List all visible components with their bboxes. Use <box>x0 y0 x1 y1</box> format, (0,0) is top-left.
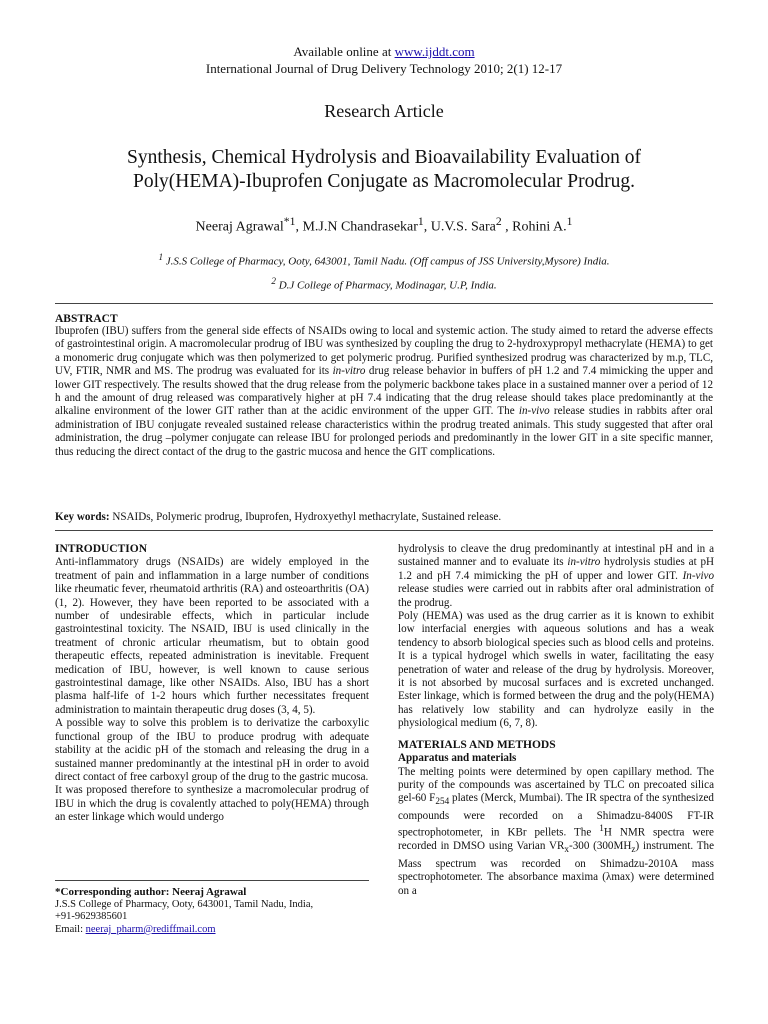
author-name: Neeraj Agrawal <box>195 219 284 235</box>
left-column <box>55 543 369 825</box>
author-affiliation-mark: *1 <box>283 215 296 228</box>
footnote-email-line <box>55 924 369 937</box>
availability-line <box>0 44 768 60</box>
keywords-text: NSAIDs, Polymeric prodrug, Ibuprofen, Hydroxyethyl methacrylate, Sustained release. <box>109 511 502 523</box>
abstract-top-rule <box>55 303 713 304</box>
body-text: hydrolysis studies at pH 1.2 and pH 7.4 mimicking the pH of upper and lower GIT. <box>398 556 715 582</box>
poly-hema-paragraph: Poly (HEMA) was used as the drug carrier as it is known to exhibit low interfacial energies with aqueous solutions and has a weak tendency to absorb biological species such as blood cells and proteins. It is a typical hydrogel which swells in water, facilitating the easy penetration of water and release of the drug by hydrolysis. Moreover, it is not absorbed by mucosal surfaces and is excreted unchanged. Ester linkage, which is formed between the drug and the poly(HEMA) has relatively low stability and can hydrolyze easily in the physiological medium (6, 7, 8). <box>398 610 714 730</box>
email-label: Email: <box>55 923 86 935</box>
intro-continuation <box>398 543 714 610</box>
affiliation-text: J.S.S College of Pharmacy, Ooty, 643001, Tamil Nadu. (Off campus of JSS University,Mysore) India. <box>163 255 610 268</box>
abstract-text: drug release behavior in buffers of pH 1.2 and 7.4 mimicking the upper and lower GIT respectively. The results showed that the drug release from the polymeric backbone takes place in a sustained manner over a period of 12 h and the amount of drug released was comparatively higher at pH 7.4 indicating that the drug release should takes place predominantly at the alkaline environment of the lower GIT rather than at the acidic environment of the upper GIT. The <box>55 365 713 418</box>
abstract-body <box>55 325 713 459</box>
affiliation-mark: 2 <box>271 276 276 286</box>
intro-paragraph-3: It was proposed therefore to synthesize a macromolecular prodrug of IBU in which the drug is covalently attached to poly(HEMA) through an ester linkage which would undergo <box>55 784 369 824</box>
body-text: plates (Merck, Mumbai). The IR spectra of the synthesized compounds were recorded on a Shimadzu-8400S FT-IR spectrophotometer, in KBr pellets. The <box>398 792 714 840</box>
subscript: z <box>631 845 636 856</box>
article-title <box>60 146 708 194</box>
abstract-text: release studies in rabbits after oral administration of IBU conjugate revealed sustained release characteristics within the prodrug treated animals. This study suggested that after oral administration, the drug –polymer conjugate can release IBU for prolonged periods and predominantly in the lower GIT in a site specific manner, thus reducing the direct contact of the drug to the gastric mucosa and hence the GIT complications. <box>55 405 714 458</box>
italic-term: in-vitro <box>567 556 601 569</box>
intro-paragraph-2: A possible way to solve this problem is to derivatize the carboxylic functional group of the IBU to produce prodrug with adequate stability at the acidic pH of the stomach and releasing the drug in a sustained manner predominantly at the intestinal pH in order to avoid direct contact of free carboxyl group of the drug to the gastric mucosa. <box>55 717 369 783</box>
section-spacer <box>398 731 714 739</box>
journal-website-link[interactable]: www.ijddt.com <box>394 44 475 59</box>
subscript: 254 <box>435 797 450 808</box>
author-name: U.V.S. Sara <box>430 219 496 235</box>
author-name: M.J.N Chandrasekar <box>302 219 418 235</box>
author-name: Rohini A. <box>512 219 567 235</box>
email-link[interactable]: neeraj_pharm@rediffmail.com <box>85 923 216 935</box>
introduction-heading: INTRODUCTION <box>55 543 148 555</box>
title-line-1: Synthesis, Chemical Hydrolysis and Bioavailability Evaluation of <box>127 147 641 168</box>
keywords <box>55 511 713 524</box>
methods-heading: MATERIALS AND METHODS <box>398 738 556 751</box>
right-column <box>398 543 714 898</box>
intro-paragraph-1: Anti-inflammatory drugs (NSAIDs) are widely employed in the treatment of pain and inflammation in a large number of conditions like rheumatic fever, rheumatoid arthritis (RA) and osteoarthritis (OA)(1, 2). However, they have been reported to be associated with a number of undesirable effects, which in particular include gastrointestinal toxicity. The NSAID, IBU is used clinically in the treatment of chronic articular rheumatism, but to obtain good therapeutic effects, repeated administration is inevitable. Frequent medication of IBU, however, is well known to cause serious gastrointestinal damage, like other NSAIDs. Also, IBU has a short plasma half-life of 1-2 hours which further necessitates frequent administration to maintain therapeutic drug doses (3, 4, 5). <box>55 556 369 716</box>
superscript: 1 <box>599 824 604 835</box>
apparatus-heading: Apparatus and materials <box>398 752 517 765</box>
footnote-heading: *Corresponding author: Neeraj Agrawal <box>55 886 247 898</box>
abstract-text: Ibuprofen (IBU) suffers from the general side effects of NSAIDs owing to local and systemic action. The study aimed to retard the adverse effects of gastrointestinal origin. A macromolecular prodrug of IBU was synthesized by coupling the drug to 2-hydroxypropyl methacrylate (HEMA) to get a monomeric drug conjugate which was then polymerized to get polymeric prodrug. Purified synthesized prodrug was characterized by m.p, TLC, UV, FTIR, NMR and MS. The prodrug was evaluated for its <box>55 325 713 378</box>
author-affiliation-mark: 2 <box>495 215 502 228</box>
body-text: ) instrument. The Mass spectrum was recorded on Shimadzu-2010A mass spectrophotometer. The absorbance maxima (λmax) were determined on a <box>398 840 714 897</box>
author-list: Neeraj Agrawal$^{*1}$, M.J.N Chandrasekar$^1$, U.V.S. Sara$^2$ , Rohini A.$^1$ <box>195 215 573 235</box>
abstract-italic-term: in-vitro <box>332 365 366 378</box>
availability-prefix: Available online at <box>293 44 395 59</box>
journal-citation: International Journal of Drug Delivery Technology 2010; 2(1) 12-17 <box>205 61 563 76</box>
corresponding-author-footnote <box>55 886 369 936</box>
affiliation-text: D.J College of Pharmacy, Modinagar, U.P, India. <box>275 279 497 292</box>
affiliation-2 <box>0 274 768 293</box>
author-affiliation-mark: 1 <box>566 215 573 228</box>
footnote-rule <box>55 880 369 881</box>
body-text: The melting points were determined by open capillary method. The purity of the compounds was ascertained by TLC on precoated silica gel-60 F <box>398 765 714 805</box>
footnote-phone: +91-9629385601 <box>55 911 128 923</box>
apparatus-paragraph <box>398 766 714 899</box>
affiliation-1 <box>0 250 768 269</box>
article-type: Research Article <box>324 101 444 121</box>
footnote-address: J.S.S College of Pharmacy, Ooty, 643001, Tamil Nadu, India, <box>55 898 314 910</box>
abstract-heading: ABSTRACT <box>55 313 118 325</box>
affiliation-mark: 1 <box>158 252 164 262</box>
body-text: H NMR spectra were recorded in DMSO using Varian VR <box>398 827 714 853</box>
body-text: release studies were carried out in rabbits after oral administration of the prodrug. <box>398 583 714 609</box>
author-affiliation-mark: 1 <box>417 215 424 228</box>
abstract-italic-term: in-vivo <box>518 405 550 418</box>
title-line-2: Poly(HEMA)-Ibuprofen Conjugate as Macromolecular Prodrug. <box>132 171 635 192</box>
italic-term: In-vivo <box>682 569 714 582</box>
body-text: -300 (300MH <box>569 840 632 853</box>
keywords-label: Key words: <box>55 511 110 523</box>
abstract-bottom-rule <box>55 530 713 531</box>
body-text: hydrolysis to cleave the drug predominantly at intestinal pH and in a sustained manner and to evaluate its <box>398 543 714 569</box>
subscript: x <box>564 845 570 856</box>
